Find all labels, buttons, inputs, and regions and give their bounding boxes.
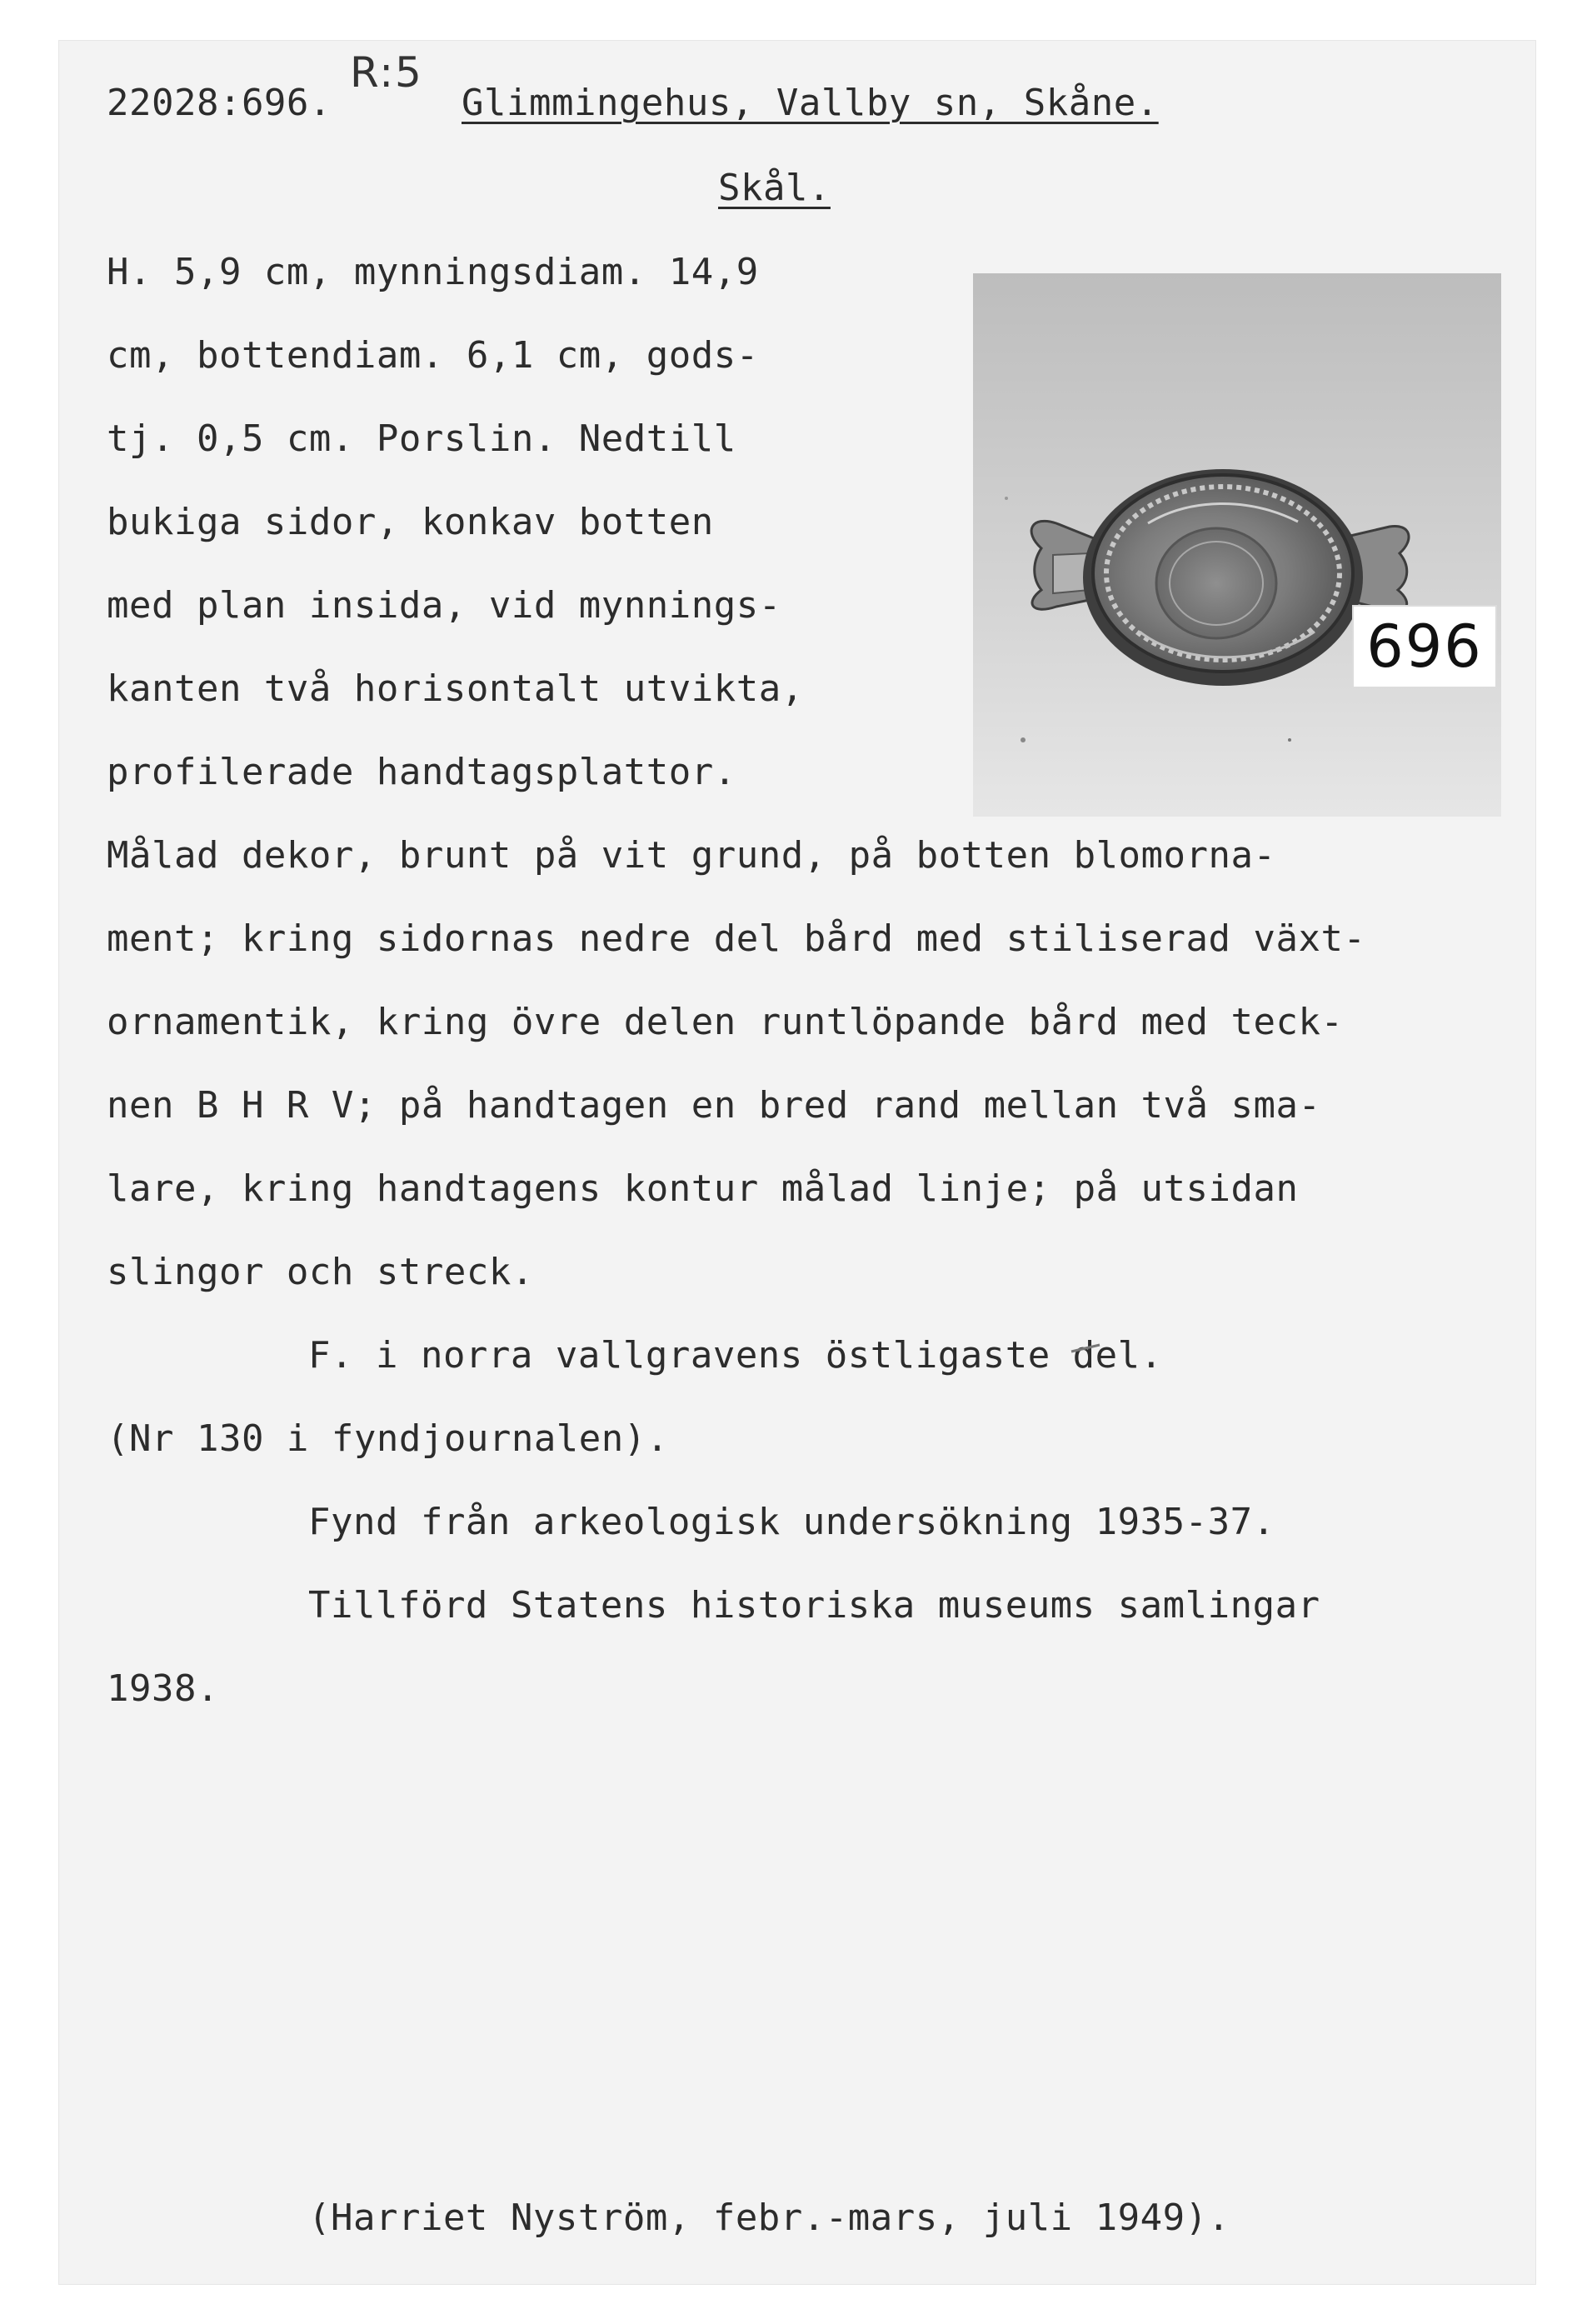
find-location-line: F. i norra vallgravens östligaste del. [308,1334,1163,1377]
description-line: H. 5,9 cm, mynningsdiam. 14,9 [107,251,759,293]
find-journal-line: (Nr 130 i fyndjournalen). [107,1417,669,1460]
object-photograph [973,273,1501,817]
bowl-illustration [973,273,1501,817]
description-line: ornamentik, kring övre delen runtlöpande bård med teck- [107,1001,1344,1043]
author-line: (Harriet Nyström, febr.-mars, juli 1949). [308,2197,1230,2239]
catalog-card [58,40,1536,2285]
object-title: Skål. [718,167,831,209]
photo-number-label: 696 [1352,605,1497,688]
origin-line: Fynd från arkeologisk undersökning 1935-37. [308,1501,1275,1543]
description-line: profilerade handtagsplattor. [107,751,736,793]
accession-line: Tillförd Statens historiska museums samlingar [308,1584,1320,1627]
catalog-number: 22028:696. [107,82,332,124]
description-line: nen B H R V; på handtagen en bred rand mellan två sma- [107,1084,1321,1127]
description-line: ment; kring sidornas nedre del bård med stiliserad växt- [107,917,1366,960]
description-line: tj. 0,5 cm. Porslin. Nedtill [107,417,736,460]
description-line: lare, kring handtagens kontur målad linje; på utsidan [107,1167,1299,1210]
description-line: bukiga sidor, konkav botten [107,501,714,543]
description-line: Målad dekor, brunt på vit grund, på botten blomorna- [107,834,1276,877]
pen-mark [1070,1340,1103,1357]
description-line: slingor och streck. [107,1251,534,1293]
handwritten-note: R:5 [350,48,423,97]
description-line: cm, bottendiam. 6,1 cm, gods- [107,334,759,377]
accession-year: 1938. [107,1667,219,1710]
description-line: med plan insida, vid mynnings- [107,584,781,627]
location-heading: Glimmingehus, Vallby sn, Skåne. [462,82,1159,124]
description-line: kanten två horisontalt utvikta, [107,667,804,710]
